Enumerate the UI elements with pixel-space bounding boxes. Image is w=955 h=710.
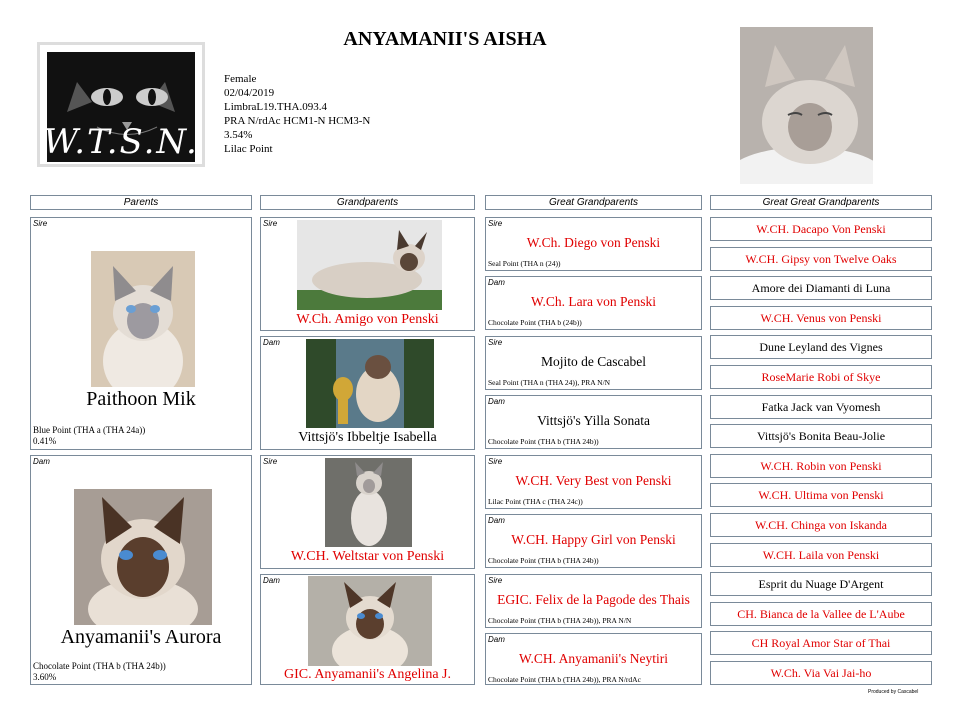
great-grandparent-color: Seal Point (THA n (THA 24)), PRA N/N — [488, 378, 611, 387]
great-great-grandparent-16[interactable] — [710, 661, 932, 685]
great-great-grandparent-name: Amore dei Diamanti di Luna — [751, 280, 891, 295]
great-great-grandparent-name: W.CH. Chinga von Iskanda — [755, 517, 887, 532]
cat-photo — [308, 576, 432, 666]
logo-text: W.T.S.N. — [43, 122, 199, 162]
role-label: Sire — [488, 219, 503, 228]
parent-color: Blue Point (THA a (THA 24a)) — [33, 425, 146, 435]
role-label: Dam — [33, 457, 50, 466]
great-great-grandparent-8[interactable] — [710, 424, 932, 448]
great-great-grandparent-name: Dune Leyland des Vignes — [759, 339, 883, 354]
info-color: Lilac Point — [224, 143, 273, 155]
role-label: Dam — [263, 338, 280, 347]
cat-main-photo — [740, 27, 873, 184]
page-title: ANYAMANII'S AISHA — [343, 28, 547, 50]
role-label: Dam — [488, 635, 505, 644]
role-label: Sire — [488, 576, 503, 585]
great-great-grandparent-name: Esprit du Nuage D'Argent — [758, 576, 884, 591]
great-grandparent-6[interactable] — [485, 514, 702, 568]
great-grandparent-color: Seal Point (THA n (24)) — [488, 259, 561, 268]
role-label: Dam — [488, 278, 505, 287]
grandparent-name: W.CH. Weltstar von Penski — [290, 549, 445, 564]
header-great-great-grandparents: Great Great Grandparents — [710, 195, 932, 210]
great-great-grandparent-9[interactable] — [710, 454, 932, 478]
great-great-grandparent-10[interactable] — [710, 483, 932, 507]
parent-pct: 0.41% — [33, 436, 57, 446]
grandparent-name: W.Ch. Amigo von Penski — [296, 312, 439, 327]
great-grandparent-5[interactable] — [485, 455, 702, 509]
great-grandparent-7[interactable] — [485, 574, 702, 628]
role-label: Sire — [488, 457, 503, 466]
grandparent-name: Vittsjö's Ibbeltje Isabella — [298, 430, 437, 445]
club-logo — [37, 42, 205, 167]
role-label: Dam — [263, 576, 280, 585]
great-grandparent-8[interactable] — [485, 633, 702, 685]
cat-photo — [91, 251, 195, 387]
great-great-grandparent-6[interactable] — [710, 365, 932, 389]
great-grandparent-name: W.CH. Very Best von Penski — [515, 473, 672, 488]
great-great-grandparent-name: W.CH. Gipsy von Twelve Oaks — [745, 251, 897, 266]
great-great-grandparent-13[interactable] — [710, 572, 932, 596]
grandparent-3[interactable] — [260, 455, 475, 569]
grandparent-name: GIC. Anyamanii's Angelina J. — [283, 667, 451, 682]
parent-name: Paithoon Mik — [86, 388, 196, 410]
info-genetics: PRA N/rdAc HCM1-N HCM3-N — [224, 115, 371, 127]
grandparent-2[interactable] — [260, 336, 475, 450]
role-label: Dam — [488, 397, 505, 406]
great-great-grandparent-name: W.CH. Ultima von Penski — [758, 487, 884, 502]
parent-name: Anyamanii's Aurora — [60, 626, 222, 648]
great-grandparent-name: Vittsjö's Yilla Sonata — [537, 413, 650, 428]
great-great-grandparent-11[interactable] — [710, 513, 932, 537]
info-sex: Female — [224, 73, 257, 85]
header-grandparents: Grandparents — [260, 195, 475, 210]
great-great-grandparent-5[interactable] — [710, 335, 932, 359]
great-great-grandparent-name: CH Royal Amor Star of Thai — [751, 635, 891, 650]
great-great-grandparent-name: RoseMarie Robi of Skye — [761, 369, 881, 384]
great-grandparent-color: Chocolate Point (THA b (THA 24b)) — [488, 437, 599, 446]
great-grandparent-color: Chocolate Point (THA b (THA 24b)), PRA N/rdAc — [488, 675, 641, 684]
grandparent-1[interactable] — [260, 217, 475, 331]
great-grandparent-name: W.Ch. Diego von Penski — [526, 235, 661, 250]
great-great-grandparent-1[interactable] — [710, 217, 932, 241]
cat-info — [224, 72, 370, 156]
great-great-grandparent-name: W.CH. Robin von Penski — [760, 458, 882, 473]
great-grandparent-name: W.Ch. Lara von Penski — [530, 294, 657, 309]
great-great-grandparent-name: Vittsjö's Bonita Beau-Jolie — [756, 428, 886, 443]
great-great-grandparent-name: W.Ch. Via Vai Jai-ho — [770, 665, 872, 680]
great-grandparent-4[interactable] — [485, 395, 702, 449]
great-great-grandparent-12[interactable] — [710, 543, 932, 567]
great-grandparent-name: W.CH. Happy Girl von Penski — [511, 532, 676, 547]
info-birthdate: 02/04/2019 — [224, 87, 275, 99]
great-grandparent-3[interactable] — [485, 336, 702, 390]
parent-sire[interactable] — [30, 217, 252, 450]
cat-photo — [325, 458, 412, 547]
great-great-grandparent-14[interactable] — [710, 602, 932, 626]
great-great-grandparent-4[interactable] — [710, 306, 932, 330]
role-label: Dam — [488, 516, 505, 525]
great-grandparent-color: Chocolate Point (THA b (24b)) — [488, 318, 582, 327]
great-grandparent-name: EGIC. Felix de la Pagode des Thais — [497, 592, 690, 607]
info-registration: LimbraL19.THA.093.4 — [224, 101, 327, 113]
cat-photo — [74, 489, 212, 625]
great-great-grandparent-name: W.CH. Venus von Penski — [760, 310, 882, 325]
role-label: Sire — [33, 219, 48, 228]
header-great-grandparents: Great Grandparents — [485, 195, 702, 210]
cat-photo — [297, 220, 442, 310]
great-great-grandparent-7[interactable] — [710, 395, 932, 419]
great-great-grandparent-name: CH. Bianca de la Vallee de L'Aube — [737, 606, 905, 621]
great-grandparent-name: Mojito de Cascabel — [541, 354, 646, 369]
great-great-grandparent-3[interactable] — [710, 276, 932, 300]
great-grandparent-color: Chocolate Point (THA b (THA 24b)), PRA N/N — [488, 616, 632, 625]
great-great-grandparent-15[interactable] — [710, 631, 932, 655]
grandparent-4[interactable] — [260, 574, 475, 685]
role-label: Sire — [263, 219, 278, 228]
great-grandparent-color: Lilac Point (THA c (THA 24c)) — [488, 497, 583, 506]
parent-dam[interactable] — [30, 455, 252, 685]
great-great-grandparent-2[interactable] — [710, 247, 932, 271]
info-inbreeding: 3.54% — [224, 129, 253, 141]
parent-pct: 3.60% — [33, 672, 57, 682]
great-great-grandparent-name: W.CH. Dacapo Von Penski — [756, 221, 886, 236]
great-grandparent-1[interactable] — [485, 217, 702, 271]
great-great-grandparent-name: W.CH. Laila von Penski — [762, 547, 880, 562]
header-parents: Parents — [30, 195, 252, 210]
great-grandparent-name: W.CH. Anyamanii's Neytiri — [519, 651, 668, 666]
great-grandparent-color: Chocolate Point (THA b (THA 24b)) — [488, 556, 599, 565]
role-label: Sire — [488, 338, 503, 347]
footer-credit: Produced by Cascabel — [868, 689, 919, 695]
great-grandparent-2[interactable] — [485, 276, 702, 330]
cat-photo — [306, 339, 434, 428]
parent-color: Chocolate Point (THA b (THA 24b)) — [33, 661, 166, 671]
great-great-grandparent-name: Fatka Jack van Vyomesh — [761, 399, 881, 414]
role-label: Sire — [263, 457, 278, 466]
